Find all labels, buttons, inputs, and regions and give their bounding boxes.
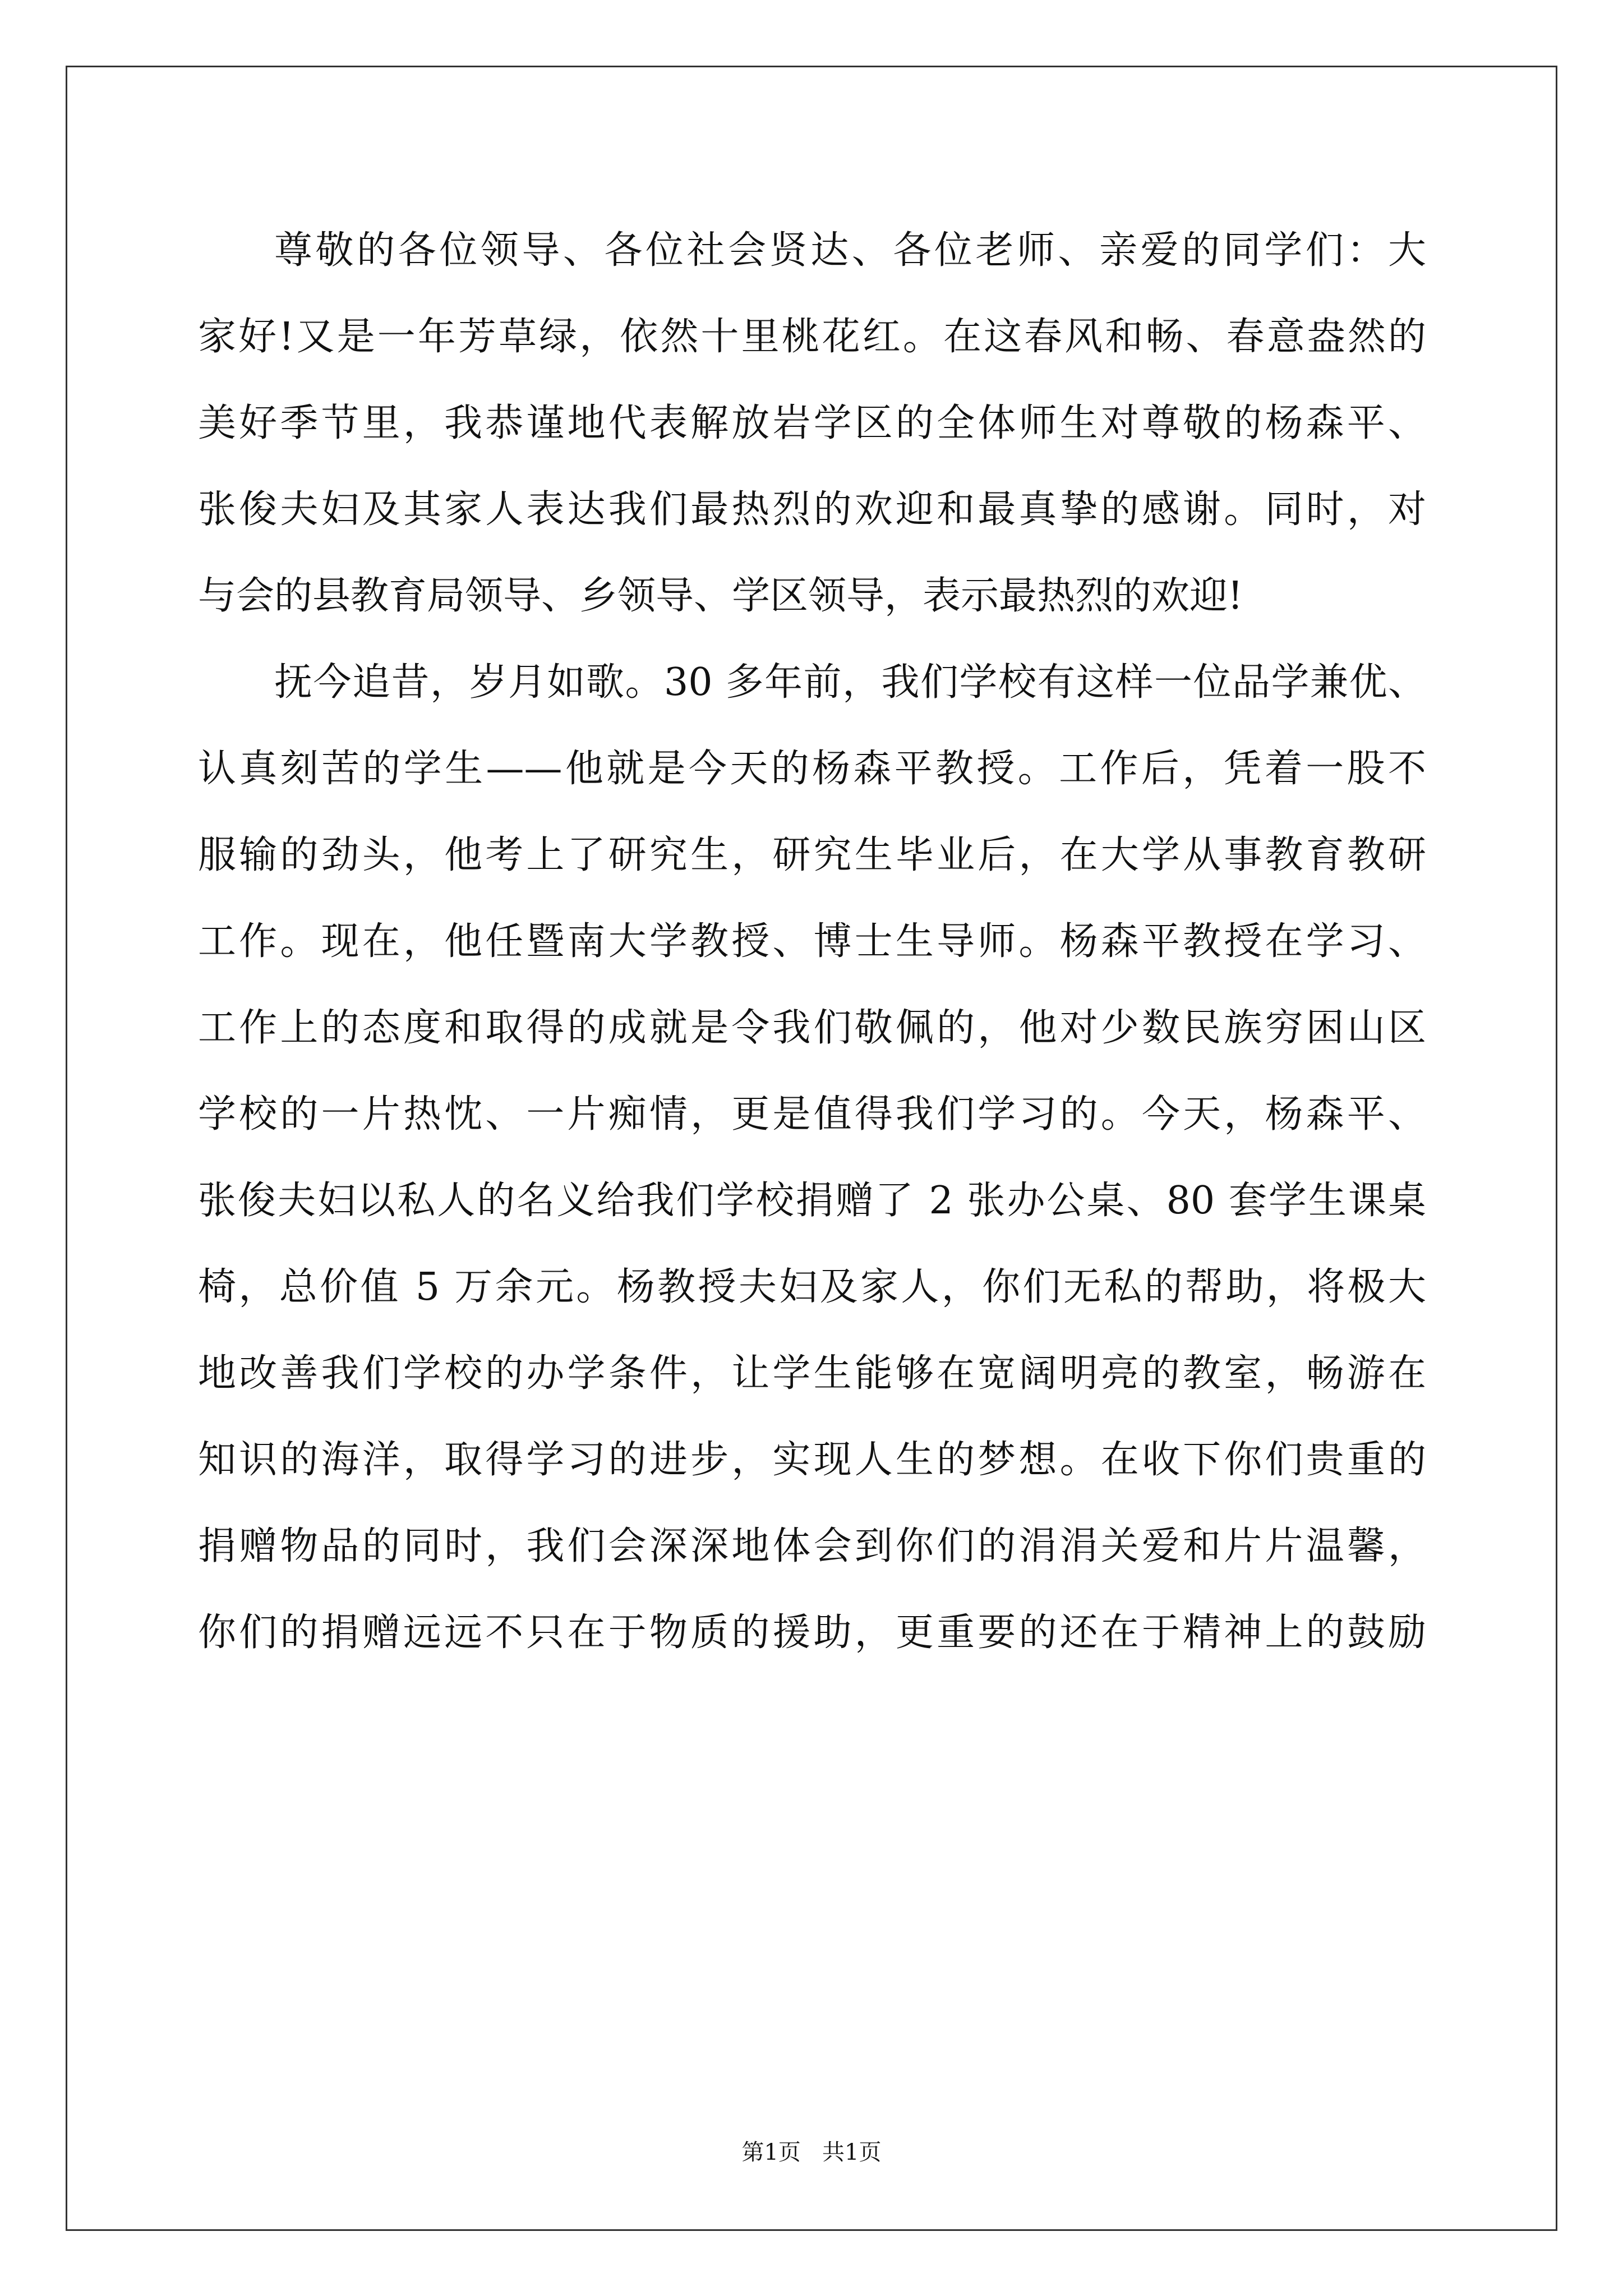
text-line: 捐赠物品的同时，我们会深深地体会到你们的涓涓关爱和片片温馨，	[198, 1524, 1426, 1568]
text-line: 地改善我们学校的办学条件，让学生能够在宽阔明亮的教室，畅游在	[198, 1351, 1426, 1396]
text-line: 认真刻苦的学生——他就是今天的杨森平教授。工作后，凭着一股不	[198, 747, 1426, 791]
text-line: 知识的海洋，取得学习的进步，实现人生的梦想。在收下你们贵重的	[198, 1438, 1426, 1482]
text-line: 与会的县教育局领导、乡领导、学区领导，表示最热烈的欢迎!	[198, 574, 1243, 618]
text-line: 椅，总价值 5 万余元。杨教授夫妇及家人，你们无私的帮助，将极大	[198, 1265, 1426, 1309]
text-line: 工作上的态度和取得的成就是令我们敬佩的，他对少数民族穷困山区	[198, 1006, 1426, 1050]
text-line: 抚今追昔，岁月如歌。30 多年前，我们学校有这样一位品学兼优、	[274, 660, 1426, 705]
text-line: 张俊夫妇及其家人表达我们最热烈的欢迎和最真挚的感谢。同时，对	[198, 487, 1426, 532]
page-footer: 第1页 共1页	[741, 2139, 882, 2165]
text-line: 张俊夫妇以私人的名义给我们学校捐赠了 2 张办公桌、80 套学生课桌	[198, 1179, 1426, 1223]
text-line: 工作。现在，他任暨南大学教授、博士生导师。杨森平教授在学习、	[198, 919, 1426, 964]
document-body	[198, 208, 1426, 1676]
text-line: 你们的捐赠远远不只在于物质的援助，更重要的还在于精神上的鼓励	[198, 1611, 1426, 1655]
text-line: 美好季节里，我恭谨地代表解放岩学区的全体师生对尊敬的杨森平、	[198, 401, 1426, 445]
text-line: 服输的劲头，他考上了研究生，研究生毕业后，在大学从事教育教研	[198, 833, 1426, 877]
text-line: 尊敬的各位领导、各位社会贤达、各位老师、亲爱的同学们：大	[274, 228, 1426, 273]
text-line: 学校的一片热忱、一片痴情，更是值得我们学习的。今天，杨森平、	[198, 1092, 1426, 1137]
text-line: 家好!又是一年芳草绿，依然十里桃花红。在这春风和畅、春意盎然的	[198, 315, 1426, 359]
